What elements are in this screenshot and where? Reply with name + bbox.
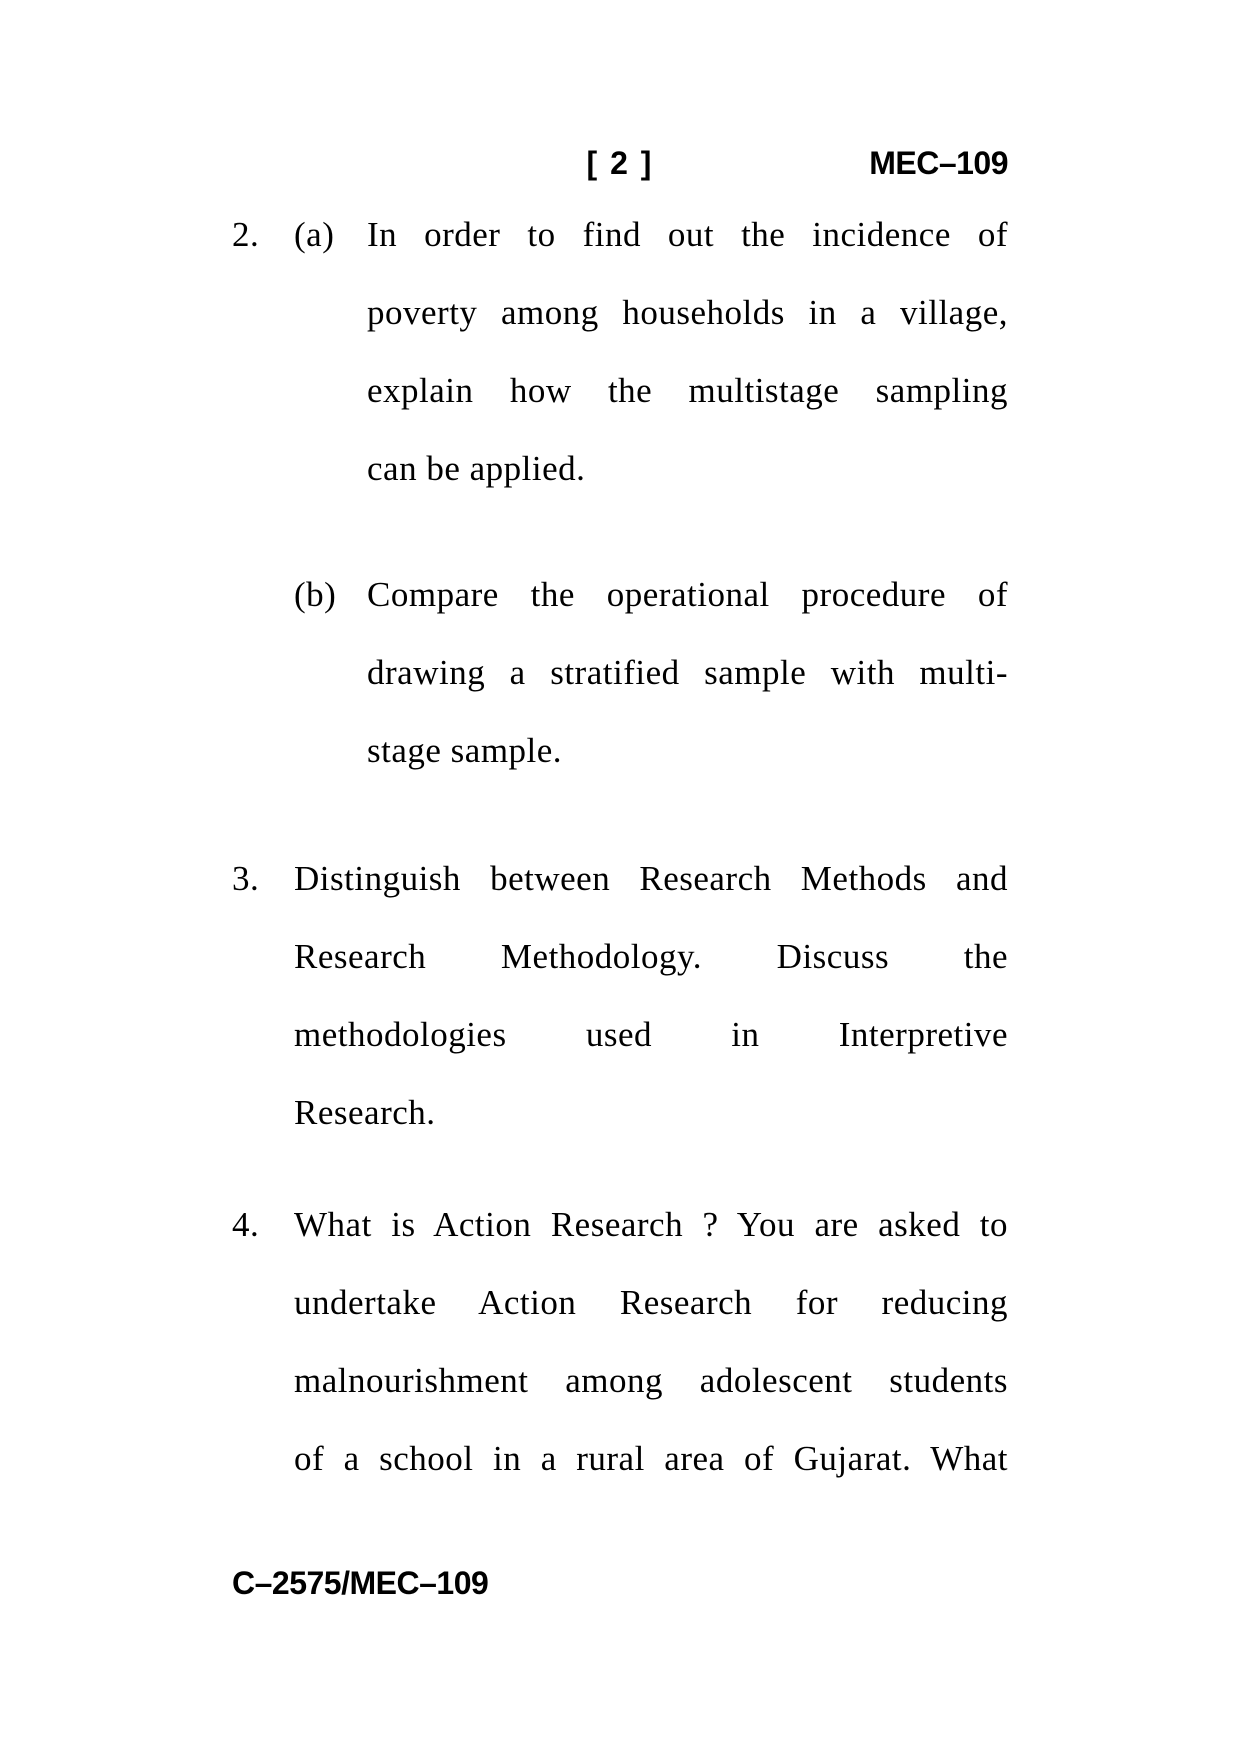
question-2-number: 2. [232, 215, 260, 254]
question-list [232, 196, 1008, 1498]
page-header [232, 145, 1008, 187]
question-line: What is Action Research ? You are asked to [294, 1205, 1008, 1244]
question-4 [232, 1186, 1008, 1498]
question-2a-text [367, 196, 1008, 508]
question-2b [294, 556, 1008, 790]
question-line: methodologies used in Interpretive [294, 1015, 1008, 1054]
question-4-text [294, 1186, 1008, 1498]
page-footer [232, 1565, 488, 1602]
question-3-text [294, 840, 1008, 1152]
question-2a-label: (a) [294, 215, 335, 254]
question-line: poverty among households in a village, [367, 293, 1008, 332]
question-line: Research. [294, 1093, 436, 1132]
question-2b-label: (b) [294, 575, 337, 614]
paper-code: MEC–109 [869, 145, 1008, 181]
question-line: malnourishment among adolescent students [294, 1361, 1008, 1400]
question-line: Compare the operational procedure of [367, 575, 1008, 614]
question-line: In order to find out the incidence of [367, 215, 1008, 254]
question-line: explain how the multistage sampling [367, 371, 1008, 410]
footer-code: C–2575/MEC–109 [232, 1565, 489, 1601]
question-2 [232, 196, 1008, 790]
question-line: stage sample. [367, 731, 563, 770]
question-line: drawing a stratified sample with multi- [367, 653, 1008, 692]
question-line: Distinguish between Research Methods and [294, 859, 1008, 898]
question-2-body [294, 196, 1008, 790]
question-2b-text [367, 556, 1008, 790]
question-line: can be applied. [367, 449, 586, 488]
question-4-number: 4. [232, 1205, 260, 1244]
page-number: [ 2 ] [586, 145, 654, 181]
question-3-number: 3. [232, 859, 260, 898]
question-line: undertake Action Research for reducing [294, 1283, 1008, 1322]
question-2a [294, 196, 1008, 508]
question-3 [232, 840, 1008, 1152]
question-line: Research Methodology. Discuss the [294, 937, 1008, 976]
question-line: of a school in a rural area of Gujarat. What [294, 1439, 1008, 1478]
